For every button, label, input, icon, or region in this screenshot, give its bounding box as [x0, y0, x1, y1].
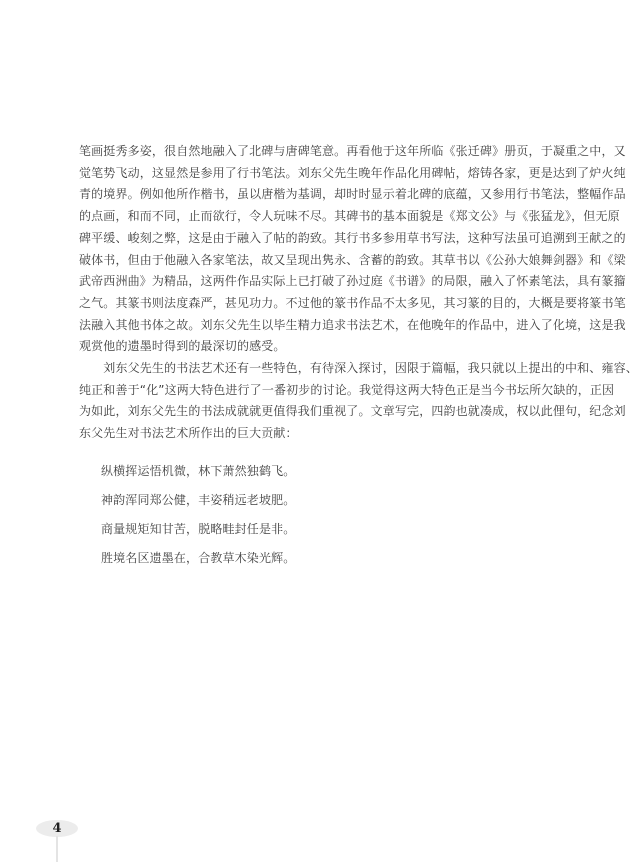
page-number-badge [36, 820, 78, 837]
text-line: 之气。其篆书则法度森严，甚见功力。不过他的篆书作品不太多见，其习篆的目的，大概是要将篆书笔 [79, 295, 626, 310]
paragraph-1 [79, 141, 626, 358]
text-line: 笔画挺秀多姿，很自然地融入了北碑与唐碑笔意。再看他于这年所临《张迁碑》册页，于凝重之中，又 [79, 144, 626, 158]
text-line: 纯正和善于“化”这两大特色进行了一番初步的讨论。我觉得这两大特色正是当今书坛所欠缺的，正因 [79, 382, 615, 397]
text-line: 神韵浑同郑公健，丰姿稍远老坡肥。 [101, 492, 296, 507]
text-line: 青的境界。例如他所作楷书，虽以唐楷为基调，却时时显示着北碑的底蕴，又参用行书笔法，整幅作品 [79, 187, 626, 202]
text-line: 商量规矩知甘苦，脱略畦封任是非。 [101, 521, 296, 536]
text-line: 为如此，刘东父先生的书法成就就更值得我们重视了。文章写完，四韵也就凑成，权以此俚句，纪念刘 [79, 404, 626, 419]
text-line: 觉笔势飞动，这显然是参用了行书笔法。刘东父先生晚年作品化用碑帖，熔铸各家，更是达到了炉火纯 [79, 165, 626, 180]
commemorative-poem [101, 457, 566, 573]
text-line: 破体书，但由于他融入各家笔法，故又呈现出隽永、含蓄的韵致。其草书以《公孙大娘舞剑器》和《梁 [79, 252, 626, 267]
text-line: 法融入其他书体之故。刘东父先生以毕生精力追求书法艺术，在他晚年的作品中，进入了化境，这是我 [79, 317, 626, 332]
page-fold-line [56, 836, 58, 862]
text-line: 刘东父先生的书法艺术还有一些特色，有待深入探讨，因限于篇幅，我只就以上提出的中和、雍容、 [79, 361, 638, 376]
text-line: 武帝西洲曲》为精品，这两件作品实际上已打破了孙过庭《书谱》的局限，融入了怀素笔法，具有篆籀 [79, 274, 626, 289]
body-text [79, 141, 638, 573]
paragraph-2 [79, 358, 638, 445]
text-line: 碑平缓、峻刻之弊，这是由于融入了帖的韵致。其行书多参用草书写法，这种写法虽可追溯到王献之的 [79, 230, 626, 245]
text-line: 东父先生对书法艺术所作出的巨大贡献： [79, 426, 298, 441]
page-number: 4 [52, 821, 62, 836]
text-line: 胜境名区遗墨在，合教草木染光辉。 [101, 550, 296, 565]
text-line: 纵横挥运悟机微，林下萧然独鹤飞。 [101, 463, 296, 478]
text-line: 的点画，和而不同，止而欲行，令人玩味不尽。其碑书的基本面貌是《郑文公》与《张猛龙》，但无原 [79, 209, 620, 224]
text-line: 观赏他的遗墨时得到的最深切的感受。 [79, 339, 286, 354]
